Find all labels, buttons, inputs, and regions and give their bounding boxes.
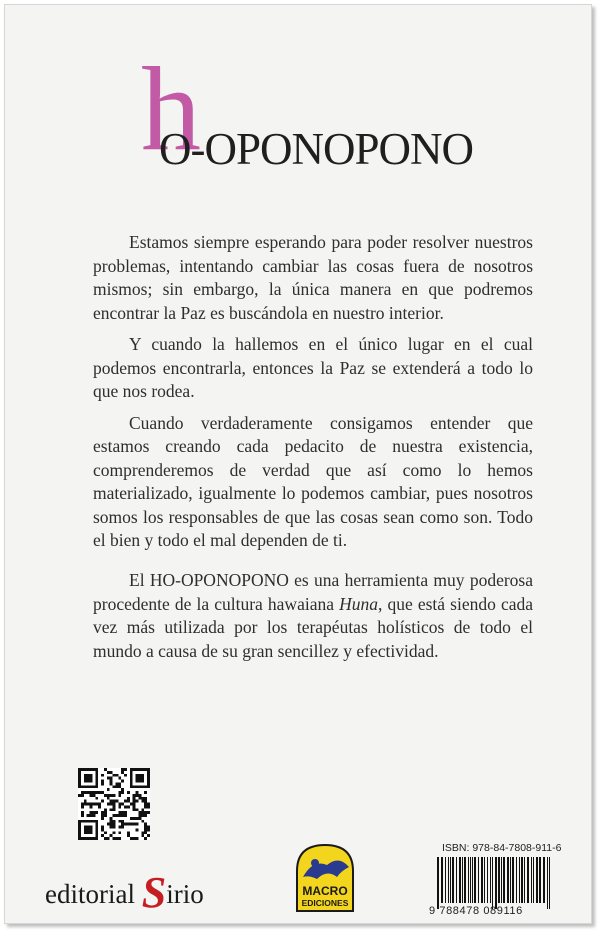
- publisher-logo-sirio: [45, 867, 204, 917]
- publisher-prefix: editorial: [45, 879, 142, 909]
- macro-line1: MACRO: [302, 884, 348, 898]
- barcode-digits: 9 788478 089116: [429, 905, 523, 917]
- macro-ediciones-logo: [291, 841, 359, 915]
- macro-line2: EDICIONES: [301, 898, 349, 908]
- description-block-1: [93, 231, 533, 561]
- title-logo-h: h: [141, 42, 201, 175]
- paragraph-2: Y cuando la hallemos en el único lugar en el cual podemos encontrarla, entonces la Paz se extenderá a todo lo que nos rodea.: [93, 334, 533, 401]
- barcode-icon: [435, 857, 553, 909]
- paragraph-3: Cuando verdaderamente consigamos entender que estamos creando cada pedacito de nuestra existencia, comprenderemos de verdad que así como lo hemos materializado, igualmente lo podemos cambiar, pues nosotros somos los responsables de que las cosas sean como son. Todo el bien y todo el mal dependen de ti.: [93, 412, 533, 550]
- book-title: [5, 5, 593, 195]
- title-text: O-OPONOPONO: [159, 124, 474, 174]
- qr-code-icon: [78, 768, 150, 840]
- paragraph-1: Estamos siempre esperando para poder resolver nuestros problemas, intentando cambiar las cosas fuera de nosotros mismos; sin embargo, la única manera en que podremos encontrar la Paz es buscándola en nuestro interior.: [93, 232, 533, 323]
- publisher-suffix: irio: [166, 879, 204, 909]
- paragraph-4: [93, 569, 533, 663]
- isbn-label: ISBN: 978-84-7808-911-6: [442, 842, 562, 854]
- paragraph-4-end: , que está siendo cada vez más utilizada por los terapéutas holísticos de todo el mundo a causa de su gran sencillez y efectividad.: [93, 593, 533, 661]
- paragraph-4-start: El HO-OPONOPONO es una herramienta muy poderosa procedente de la cultura hawaiana: [93, 570, 533, 614]
- paragraph-4-italic: Huna: [339, 593, 378, 614]
- publisher-s-logo: S: [141, 868, 167, 917]
- book-back-cover: [4, 4, 592, 924]
- description-block-2: [93, 569, 533, 671]
